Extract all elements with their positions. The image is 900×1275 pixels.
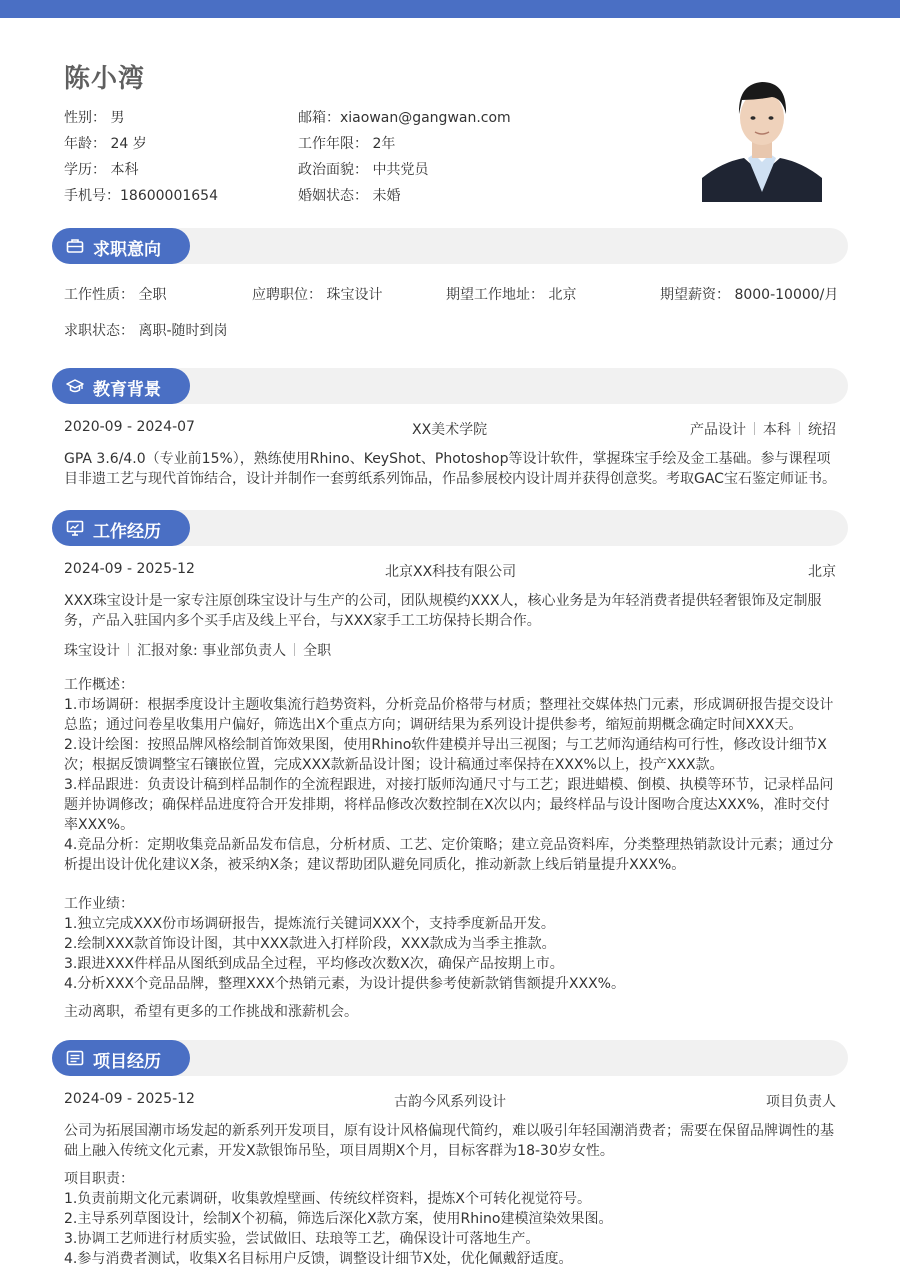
work-period: 2024-09 - 2025-12 bbox=[64, 561, 195, 577]
work-job-type: 全职 bbox=[303, 643, 332, 659]
marital-field: 婚姻状态： 未婚 bbox=[298, 188, 401, 204]
education-degree: 本科 bbox=[763, 422, 791, 438]
work-role: 珠宝设计 bbox=[64, 643, 120, 659]
work-overview-item: 4.竞品分析：定期收集竞品新品发布信息，分析材质、工艺、定价策略；建立竞品资料库，分类整理热销款设计元素；通过分析提出设计优化建议X条，被采纳X条；建议帮助团队避免同质化，推动新款上线后销量提升XXX%。 bbox=[64, 837, 834, 873]
work-achievement-item: 3.跟进XXX件样品从图纸到成品全过程，平均修改次数X次，确保产品按期上市。 bbox=[64, 956, 564, 972]
education-description: GPA 3.6/4.0（专业前15%），熟练使用Rhino、KeyShot、Photoshop等设计软件，掌握珠宝手绘及金工基础。参与课程项目非遗工艺与现代首饰结合，设计并制作一套剪纸系列饰品，作品参展校内设计周并获得创意奖。考取GAC宝石鉴定师证书。 bbox=[64, 451, 836, 487]
work-achievement-item: 1.独立完成XXX份市场调研报告，提炼流行关键词XXX个，支持季度新品开发。 bbox=[64, 916, 555, 932]
top-accent-bar bbox=[0, 0, 900, 18]
divider bbox=[294, 643, 295, 656]
intent-nature: 工作性质： 全职 bbox=[64, 287, 167, 303]
work-city: 北京 bbox=[808, 564, 836, 580]
section-title: 工作经历 bbox=[93, 522, 161, 542]
avatar bbox=[702, 70, 822, 202]
intent-salary: 期望薪资： 8000-10000/月 bbox=[660, 287, 839, 303]
work-report: 汇报对象: 事业部负责人 bbox=[137, 643, 287, 659]
section-header-education bbox=[52, 368, 190, 404]
monitor-icon bbox=[66, 519, 84, 537]
section-header-work bbox=[52, 510, 190, 546]
divider bbox=[128, 643, 129, 656]
education-period: 2020-09 - 2024-07 bbox=[64, 419, 195, 435]
project-duty-item: 1.负责前期文化元素调研，收集敦煌壁画、传统纹样资料，提炼X个可转化视觉符号。 bbox=[64, 1191, 591, 1207]
political-field: 政治面貌： 中共党员 bbox=[298, 162, 429, 178]
project-role: 项目负责人 bbox=[766, 1094, 836, 1110]
work-overview-item: 3.样品跟进：负责设计稿到样品制作的全流程跟进，对接打版师沟通尺寸与工艺；跟进蜡模、倒模、执模等环节，记录样品问题并协调修改；确保样品进度符合开发排期，将样品修改次数控制在X次以内；最终样品与设计图吻合度达XXX%，准时交付率XXX%。 bbox=[64, 777, 834, 833]
project-period: 2024-09 - 2025-12 bbox=[64, 1091, 195, 1107]
divider bbox=[799, 422, 800, 435]
briefcase-icon bbox=[66, 237, 84, 255]
education-field: 学历： 本科 bbox=[64, 162, 139, 178]
project-duty-item: 4.参与消费者测试，收集X名目标用户反馈，调整设计细节X处，优化佩戴舒适度。 bbox=[64, 1251, 573, 1267]
section-title: 教育背景 bbox=[93, 380, 161, 400]
work-company: 北京XX科技有限公司 bbox=[385, 564, 517, 580]
work-achievements-title: 工作业绩： bbox=[64, 896, 134, 912]
project-duties-title: 项目职责： bbox=[64, 1171, 134, 1187]
education-school: XX美术学院 bbox=[412, 422, 488, 438]
project-description: 公司为拓展国潮市场发起的新系列开发项目，原有设计风格偏现代简约，难以吸引年轻国潮消费者；需要在保留品牌调性的基础上融入传统文化元素，开发X款银饰吊坠，项目周期X个月，目标客群为18-30岁女性。 bbox=[64, 1123, 834, 1159]
age-field: 年龄： 24 岁 bbox=[64, 136, 147, 152]
education-type: 统招 bbox=[808, 422, 836, 438]
section-header-intent bbox=[52, 228, 190, 264]
company-description: XXX珠宝设计是一家专注原创珠宝设计与生产的公司，团队规模约XXX人，核心业务是为年轻消费者提供轻奢银饰及定制服务，产品入驻国内多个买手店及线上平台，与XXX家手工工坊保持长期合作。 bbox=[64, 593, 822, 629]
work-overview-item: 1.市场调研：根据季度设计主题收集流行趋势资料，分析竞品价格带与材质；整理社交媒体热门元素，形成调研报告提交设计总监；通过问卷星收集用户偏好，筛选出X个重点方向；调研结果为系列设计提供参考，缩短前期概念确定时间XXX天。 bbox=[64, 697, 834, 733]
email-field: 邮箱：xiaowan@gangwan.com bbox=[298, 110, 511, 126]
project-duty-item: 2.主导系列草图设计，绘制X个初稿，筛选后深化X款方案，使用Rhino建模渲染效果图。 bbox=[64, 1211, 613, 1227]
work-overview-title: 工作概述： bbox=[64, 677, 134, 693]
intent-position: 应聘职位： 珠宝设计 bbox=[252, 287, 383, 303]
project-name: 古韵今风系列设计 bbox=[394, 1094, 506, 1110]
divider bbox=[754, 422, 755, 435]
intent-location: 期望工作地址： 北京 bbox=[446, 287, 577, 303]
section-header-project bbox=[52, 1040, 190, 1076]
intent-status: 求职状态： 离职-随时到岗 bbox=[64, 323, 228, 339]
work-achievement-item: 4.分析XXX个竞品品牌，整理XXX个热销元素，为设计提供参考使新款销售额提升XXX%。 bbox=[64, 976, 625, 992]
project-duty-item: 3.协调工艺师进行材质实验，尝试做旧、珐琅等工艺，确保设计可落地生产。 bbox=[64, 1231, 540, 1247]
work-achievement-item: 2.绘制XXX款首饰设计图，其中XXX款进入打样阶段，XXX款成为当季主推款。 bbox=[64, 936, 556, 952]
section-title: 求职意向 bbox=[93, 240, 161, 260]
list-icon bbox=[66, 1049, 84, 1067]
gender-field: 性别： 男 bbox=[64, 110, 125, 126]
candidate-name: 陈小湾 bbox=[64, 64, 146, 94]
work-overview-item: 2.设计绘图：按照品牌风格绘制首饰效果图，使用Rhino软件建模并导出三视图；与工艺师沟通结构可行性，修改设计细节X次；根据反馈调整宝石镶嵌位置，完成XXX款新品设计图；设计稿通过率保持在XXX%以上，投产XXX款。 bbox=[64, 737, 827, 773]
work-years-field: 工作年限： 2年 bbox=[298, 136, 396, 152]
education-major: 产品设计 bbox=[690, 422, 746, 438]
graduation-cap-icon bbox=[66, 377, 84, 395]
education-meta bbox=[690, 419, 836, 439]
phone-field: 手机号：18600001654 bbox=[64, 188, 218, 204]
work-meta bbox=[64, 640, 331, 660]
leave-reason: 主动离职，希望有更多的工作挑战和涨薪机会。 bbox=[64, 1004, 358, 1020]
section-title: 项目经历 bbox=[93, 1052, 161, 1072]
